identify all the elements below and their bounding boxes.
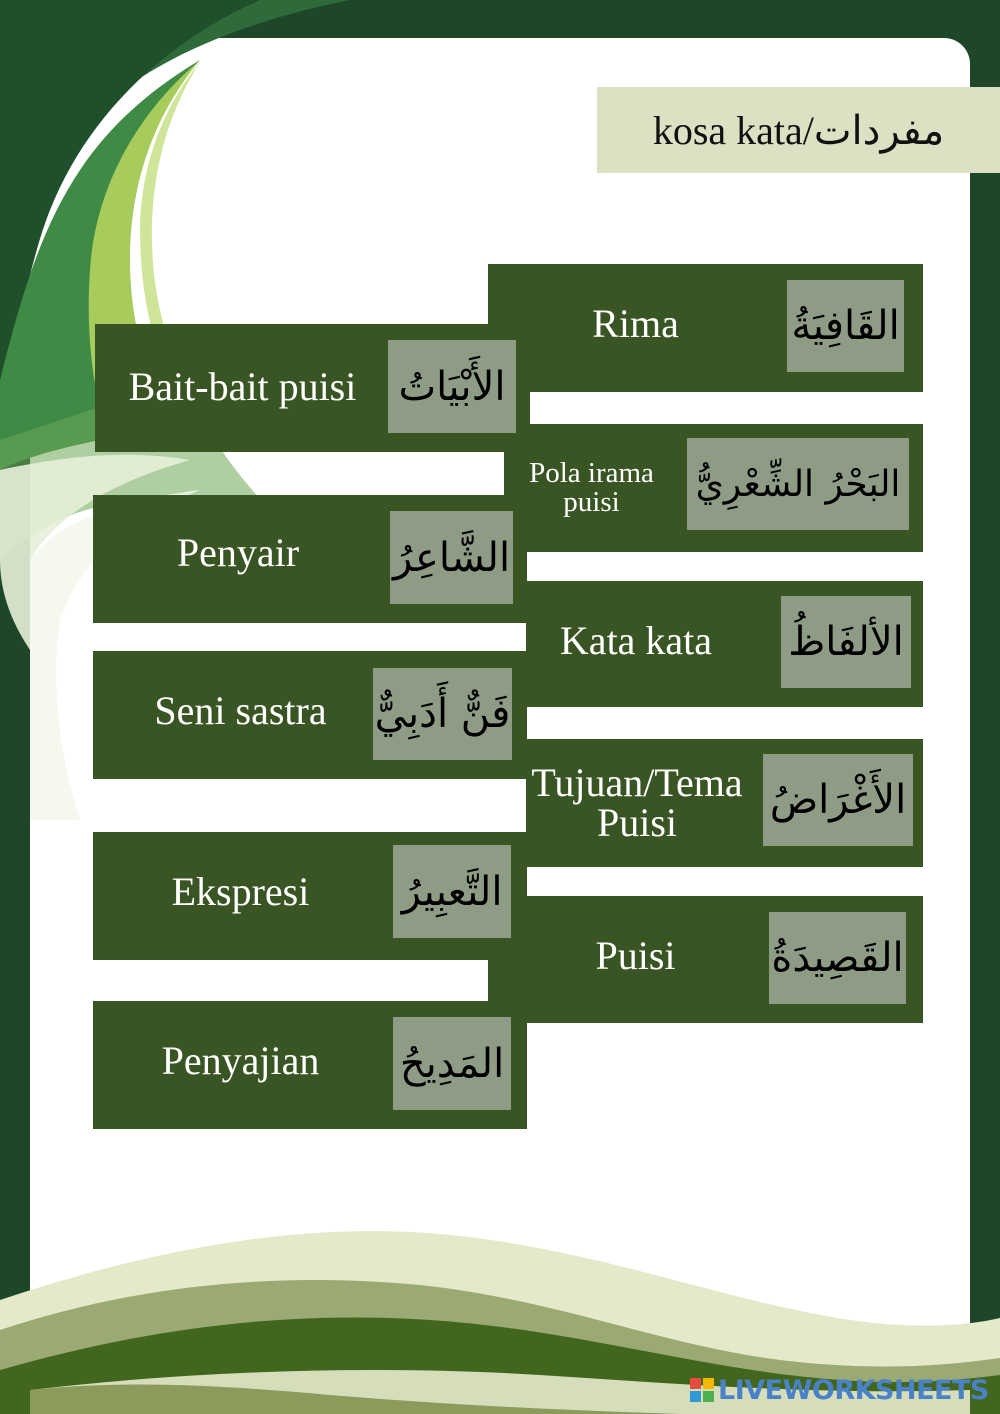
vocab-card-right-4 [526,739,923,867]
vocab-arabic: القَصِيدَةُ [769,912,906,1004]
vocab-meaning: Ekspresi [171,869,310,914]
watermark-text: LIVEWORKSHEETS [718,1374,989,1406]
page-title-text: kosa kata/مفردات [652,107,945,153]
vocab-card-right-3 [526,581,923,707]
vocab-arabic: فَنٌّ أَدَبِيٌّ [373,668,512,760]
vocab-arabic: الشَّاعِرُ [390,511,513,604]
liveworksheets-logo-icon [690,1378,714,1402]
vocab-arabic: التَّعبِيرُ [393,845,511,938]
vocab-arabic: الأَغْرَاضُ [763,754,913,846]
vocab-card-right-5 [488,896,923,1023]
vocab-meaning: Tujuan/Tema Puisi [531,760,743,845]
vocab-arabic: البَحْرُ الشِّعْرِيُّ [687,438,909,530]
vocab-meaning: Rima [592,301,679,346]
vocab-card-left-2 [93,495,527,623]
vocab-card-right-2 [504,424,923,552]
vocab-meaning: Seni sastra [154,688,327,733]
vocab-meaning: Pola irama puisi [529,457,654,518]
vocab-arabic: المَدِيحُ [393,1017,511,1110]
vocab-meaning: Penyair [176,529,300,575]
vocab-meaning: Kata kata [559,618,713,663]
vocab-card-left-4 [93,832,527,960]
vocab-meaning: Penyajian [161,1038,320,1083]
vocab-arabic: الألفَاظُ [781,596,911,688]
vocab-card-right-1 [488,264,923,392]
vocab-arabic: القَافِيَةُ [787,280,904,372]
liveworksheets-watermark [690,1373,990,1407]
vocab-meaning: Puisi [595,933,676,978]
vocab-meaning: Bait-bait puisi [128,363,357,409]
vocab-card-left-1 [95,324,530,452]
vocab-card-left-3 [93,651,527,779]
vocab-card-left-5 [93,1001,527,1129]
page-title [597,87,1000,173]
vocab-arabic: الأَبْيَاتُ [388,340,516,433]
